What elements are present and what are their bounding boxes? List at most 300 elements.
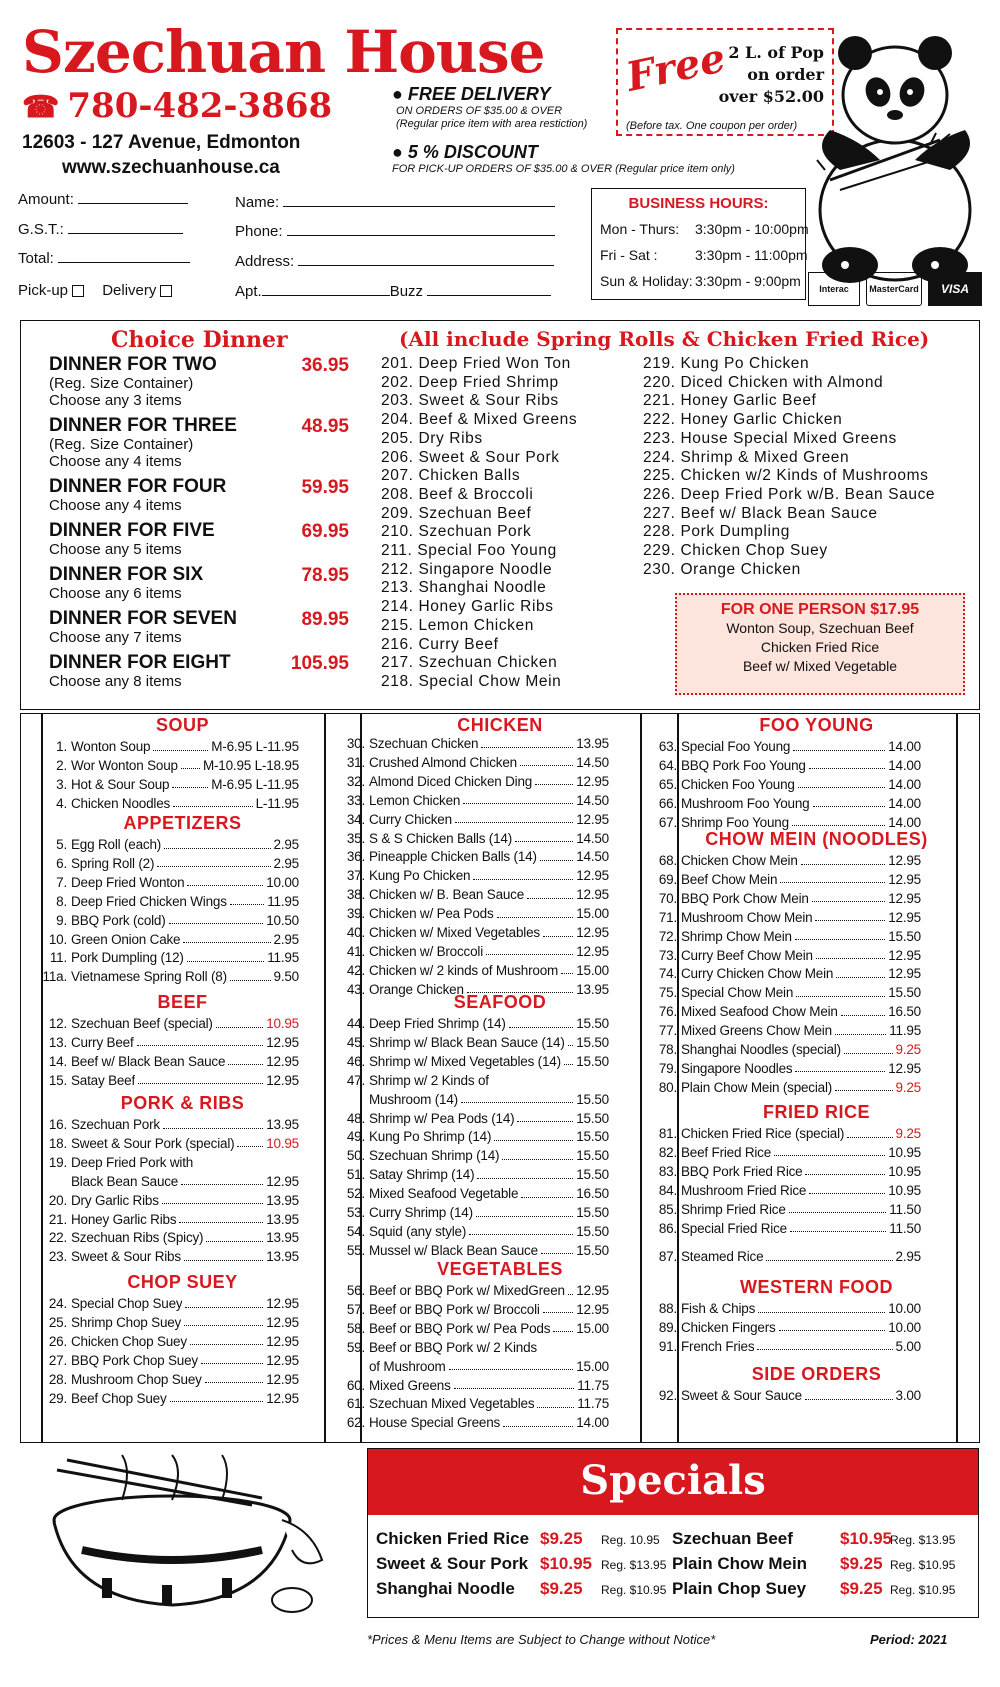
dinner-choice-item[interactable]: 219. Kung Po Chicken bbox=[643, 355, 810, 372]
special-regular-price: Reg. $10.95 bbox=[890, 1583, 956, 1597]
menu-item[interactable] bbox=[651, 758, 921, 773]
dinner-item-list-2 bbox=[643, 355, 935, 579]
apt-buzz-field[interactable] bbox=[235, 282, 551, 300]
item-number: 2. bbox=[56, 757, 67, 773]
amount-label: Amount: bbox=[18, 191, 74, 208]
dot-leader bbox=[844, 1053, 893, 1054]
dot-leader bbox=[757, 1349, 892, 1350]
item-number: 39. bbox=[346, 906, 365, 922]
menu-item[interactable] bbox=[339, 1148, 609, 1163]
dinner-choice-item[interactable]: 223. House Special Mixed Greens bbox=[643, 429, 897, 447]
dot-leader bbox=[540, 860, 573, 861]
item-price: M-6.95 L-11.95 bbox=[211, 776, 299, 792]
item-name: French Fries bbox=[681, 1338, 755, 1354]
menu-item[interactable] bbox=[41, 913, 299, 928]
menu-section bbox=[20, 713, 980, 1443]
menu-item[interactable] bbox=[41, 796, 299, 811]
menu-item[interactable] bbox=[339, 1073, 609, 1088]
item-number: 69. bbox=[658, 871, 677, 887]
menu-item[interactable] bbox=[339, 1340, 609, 1355]
menu-item[interactable] bbox=[339, 963, 609, 978]
item-name: Szechuan Shrimp (14) bbox=[369, 1148, 500, 1164]
dot-leader bbox=[184, 1260, 263, 1261]
pickup-label: Pick-up bbox=[18, 282, 69, 299]
item-number: 22. bbox=[48, 1230, 67, 1246]
menu-item[interactable] bbox=[339, 774, 609, 789]
item-number: 38. bbox=[346, 887, 365, 903]
item-price: 13.95 bbox=[266, 1211, 299, 1227]
menu-item[interactable] bbox=[41, 1372, 299, 1387]
item-name: Special Fried Rice bbox=[681, 1220, 787, 1236]
item-price: 11.50 bbox=[889, 1201, 921, 1217]
dinner-choice-item[interactable]: 206. Sweet & Sour Pork bbox=[381, 448, 560, 466]
website-link[interactable]: www.szechuanhouse.ca bbox=[62, 157, 280, 178]
item-number: 75. bbox=[658, 985, 677, 1001]
menu-item[interactable] bbox=[651, 891, 921, 906]
dot-leader bbox=[153, 750, 208, 751]
item-number: 91. bbox=[658, 1338, 677, 1354]
dinner-choice-item[interactable]: 209. Szechuan Beef bbox=[381, 504, 532, 522]
menu-item[interactable] bbox=[41, 1296, 299, 1311]
item-price: M-6.95 L-11.95 bbox=[211, 739, 299, 754]
total-label: Total: bbox=[18, 250, 54, 267]
dot-leader bbox=[801, 864, 886, 865]
dot-leader bbox=[779, 1330, 886, 1331]
menu-item[interactable] bbox=[41, 875, 299, 890]
dinner-choice-item[interactable]: 217. Szechuan Chicken bbox=[381, 654, 558, 672]
menu-item[interactable] bbox=[651, 1023, 921, 1038]
one-person-special bbox=[675, 593, 965, 695]
special-price: $9.25 bbox=[540, 1579, 583, 1598]
dot-leader bbox=[473, 879, 573, 880]
item-price: L-11.95 bbox=[255, 795, 299, 811]
item-number: 23. bbox=[48, 1249, 67, 1265]
item-number: 50. bbox=[346, 1148, 365, 1164]
item-price: 12.95 bbox=[266, 1034, 299, 1050]
menu-item[interactable] bbox=[41, 932, 299, 947]
menu-item[interactable] bbox=[41, 950, 299, 965]
item-number: 29. bbox=[48, 1390, 67, 1406]
item-name: BBQ Pork (cold) bbox=[71, 912, 166, 928]
menu-item[interactable] bbox=[339, 1243, 609, 1258]
dinner-choice-item[interactable]: 220. Diced Chicken with Almond bbox=[643, 373, 884, 391]
menu-item[interactable] bbox=[41, 856, 299, 871]
dot-leader bbox=[237, 1146, 263, 1147]
menu-item[interactable] bbox=[651, 872, 921, 887]
item-number: 13. bbox=[48, 1034, 67, 1050]
item-price: 11.75 bbox=[577, 1377, 609, 1393]
menu-item[interactable] bbox=[651, 853, 921, 868]
menu-item[interactable] bbox=[651, 1126, 921, 1141]
bullet-icon: ● bbox=[392, 84, 408, 104]
menu-item[interactable] bbox=[651, 739, 921, 754]
item-number: 67. bbox=[658, 814, 677, 830]
gst-label: G.S.T.: bbox=[18, 221, 64, 238]
section-title: PORK & RIBS bbox=[120, 1093, 245, 1113]
menu-item[interactable] bbox=[651, 1145, 921, 1160]
dot-leader bbox=[185, 1307, 263, 1308]
item-number: 71. bbox=[658, 909, 677, 925]
apt-label: Apt. bbox=[235, 283, 262, 300]
dot-leader bbox=[230, 980, 271, 981]
item-name: Honey Garlic Ribs bbox=[71, 1211, 177, 1227]
menu-item[interactable] bbox=[339, 1035, 609, 1050]
item-name: Beef Chop Suey bbox=[71, 1390, 167, 1406]
item-price: 5.00 bbox=[895, 1338, 921, 1354]
item-number: 78. bbox=[658, 1042, 677, 1057]
name-field[interactable] bbox=[235, 193, 555, 211]
mastercard-icon: MasterCard bbox=[866, 272, 922, 306]
item-price: 13.95 bbox=[266, 1230, 299, 1246]
item-name: of Mushroom bbox=[369, 1358, 446, 1374]
special-name: Plain Chow Mein bbox=[672, 1554, 808, 1573]
dinner-option bbox=[49, 355, 349, 409]
menu-item[interactable] bbox=[651, 1080, 921, 1095]
section-title: SOUP bbox=[155, 715, 209, 735]
dinner-choice-item[interactable]: 218. Special Chow Mein bbox=[381, 672, 562, 690]
menu-item[interactable] bbox=[651, 966, 921, 981]
menu-item[interactable] bbox=[651, 1202, 921, 1217]
item-price: 15.50 bbox=[576, 1053, 609, 1069]
dinner-name: DINNER FOR SEVEN bbox=[49, 608, 237, 629]
menu-item[interactable] bbox=[339, 868, 609, 883]
menu-item[interactable] bbox=[339, 849, 609, 864]
menu-item[interactable] bbox=[339, 906, 609, 921]
item-name: S & S Chicken Balls (14) bbox=[369, 830, 513, 846]
menu-item[interactable] bbox=[339, 812, 609, 827]
item-price: 12.95 bbox=[266, 1053, 299, 1069]
menu-item[interactable] bbox=[339, 755, 609, 770]
dinner-sub: (Reg. Size Container) bbox=[49, 436, 194, 453]
free-line1: 2 L. of Pop bbox=[728, 43, 824, 62]
item-number: 77. bbox=[658, 1023, 677, 1039]
item-number: 11a. bbox=[42, 969, 67, 985]
dot-leader bbox=[181, 768, 200, 769]
menu-item[interactable] bbox=[651, 910, 921, 925]
item-name: Chicken Chop Suey bbox=[71, 1333, 187, 1349]
menu-item[interactable] bbox=[339, 831, 609, 846]
dot-leader bbox=[805, 1174, 885, 1175]
telephone-icon: ☎ bbox=[22, 90, 60, 125]
menu-item[interactable] bbox=[651, 1164, 921, 1179]
menu-item[interactable] bbox=[41, 1212, 299, 1227]
item-name: Beef or BBQ Pork w/ Broccoli bbox=[369, 1301, 540, 1317]
menu-item[interactable] bbox=[41, 1353, 299, 1368]
dinner-choice-item[interactable]: 203. Sweet & Sour Ribs bbox=[381, 392, 559, 410]
menu-item[interactable] bbox=[41, 1117, 299, 1132]
menu-item[interactable] bbox=[41, 1054, 299, 1069]
total-field[interactable] bbox=[18, 249, 190, 267]
menu-item[interactable] bbox=[41, 758, 299, 773]
menu-item[interactable] bbox=[41, 739, 299, 754]
item-number: 81. bbox=[658, 1126, 677, 1141]
menu-item[interactable] bbox=[339, 1283, 609, 1298]
dot-leader bbox=[792, 825, 885, 826]
dot-leader bbox=[461, 1102, 573, 1103]
menu-item[interactable] bbox=[41, 1073, 299, 1088]
menu-item[interactable] bbox=[41, 969, 299, 984]
wok-illustration bbox=[22, 1450, 352, 1625]
menu-item[interactable] bbox=[651, 1061, 921, 1076]
menu-item[interactable] bbox=[339, 1396, 609, 1411]
dinner-price: 105.95 bbox=[290, 653, 349, 674]
choice-title: Choice Dinner bbox=[111, 327, 288, 353]
dinner-choice-item[interactable]: 224. Shrimp & Mixed Green bbox=[643, 448, 850, 466]
item-name: Shrimp Fried Rice bbox=[681, 1201, 786, 1217]
dinner-choice-item[interactable]: 228. Pork Dumpling bbox=[643, 523, 790, 541]
menu-item[interactable] bbox=[339, 1186, 609, 1201]
pickup-checkbox[interactable] bbox=[72, 285, 84, 297]
section-title: APPETIZERS bbox=[123, 813, 242, 833]
dinner-choice-item[interactable]: 210. Szechuan Pork bbox=[381, 523, 532, 541]
dinner-choice-item[interactable]: 221. Honey Garlic Beef bbox=[643, 392, 817, 410]
item-price: 12.95 bbox=[888, 909, 921, 925]
item-price: 12.95 bbox=[266, 1371, 299, 1387]
menu-item[interactable] bbox=[41, 1155, 299, 1170]
dinner-sub: Choose any 8 items bbox=[49, 673, 182, 690]
dinner-choice-item[interactable]: 215. Lemon Chicken bbox=[381, 616, 534, 634]
item-price: 15.50 bbox=[576, 1016, 609, 1031]
special-price: $9.25 bbox=[540, 1529, 583, 1548]
dinner-sub: Choose any 7 items bbox=[49, 629, 182, 646]
menu-item[interactable] bbox=[651, 1388, 921, 1403]
menu-item[interactable] bbox=[651, 1301, 921, 1316]
item-name: Mushroom (14) bbox=[369, 1091, 458, 1107]
item-number: 62. bbox=[346, 1415, 365, 1431]
item-number: 31. bbox=[346, 754, 365, 770]
menu-item[interactable] bbox=[339, 1302, 609, 1317]
item-name: Shanghai Noodles (special) bbox=[681, 1042, 841, 1057]
dinner-option bbox=[49, 653, 349, 690]
menu-item[interactable] bbox=[41, 1315, 299, 1330]
dinner-choice-item[interactable]: 213. Shanghai Noodle bbox=[381, 579, 547, 597]
item-name: Shrimp w/ Pea Pods (14) bbox=[369, 1110, 515, 1126]
dot-leader bbox=[521, 1197, 573, 1198]
menu-item[interactable] bbox=[41, 1193, 299, 1208]
menu-item[interactable] bbox=[339, 793, 609, 808]
item-name: Wonton Soup bbox=[71, 739, 151, 754]
dot-leader bbox=[789, 1212, 887, 1213]
dot-leader bbox=[449, 1369, 574, 1370]
menu-item[interactable] bbox=[339, 1111, 609, 1126]
menu-item[interactable] bbox=[41, 1035, 299, 1050]
dinner-choice-item[interactable]: 230. Orange Chicken bbox=[643, 560, 801, 578]
menu-item[interactable] bbox=[339, 1359, 609, 1374]
dinner-choice-item[interactable]: 225. Chicken w/2 Kinds of Mushrooms bbox=[643, 467, 929, 485]
business-hours bbox=[591, 188, 809, 300]
dinner-choice-item[interactable]: 216. Curry Beef bbox=[381, 635, 499, 653]
dinner-choice-item[interactable]: 227. Beef w/ Black Bean Sauce bbox=[643, 504, 878, 522]
menu-item[interactable] bbox=[651, 1004, 921, 1019]
phone-label: Phone: bbox=[235, 223, 283, 240]
dinner-name: DINNER FOR FIVE bbox=[49, 520, 215, 541]
dinner-name: DINNER FOR THREE bbox=[49, 415, 237, 436]
item-price: 2.95 bbox=[273, 837, 299, 852]
menu-item[interactable] bbox=[651, 1320, 921, 1335]
menu-item[interactable] bbox=[339, 1205, 609, 1220]
menu-item[interactable] bbox=[651, 1042, 921, 1057]
menu-item[interactable] bbox=[651, 815, 921, 830]
special-name: Szechuan Beef bbox=[672, 1529, 793, 1548]
menu-item[interactable] bbox=[339, 736, 609, 751]
phone-text: 780-482-3868 bbox=[67, 86, 333, 126]
menu-item[interactable] bbox=[41, 1016, 299, 1031]
period-label: Period: 2021 bbox=[870, 1632, 948, 1647]
item-number: 92. bbox=[658, 1388, 677, 1403]
dinner-choice-item[interactable]: 212. Singapore Noodle bbox=[381, 560, 553, 578]
item-name: Beef or BBQ Pork w/ Pea Pods bbox=[369, 1320, 551, 1336]
phone-field[interactable] bbox=[235, 222, 555, 240]
item-number: 80. bbox=[658, 1079, 677, 1095]
menu-item[interactable] bbox=[41, 837, 299, 852]
address-field[interactable] bbox=[235, 252, 554, 270]
dinner-choice-item[interactable]: 201. Deep Fried Won Ton bbox=[381, 355, 571, 372]
menu-item[interactable] bbox=[41, 1391, 299, 1406]
item-name: Chicken Fried Rice (special) bbox=[681, 1126, 845, 1141]
menu-item[interactable] bbox=[41, 1174, 299, 1189]
dot-leader bbox=[164, 848, 270, 849]
menu-item[interactable] bbox=[339, 1321, 609, 1336]
item-number: 16. bbox=[48, 1117, 67, 1132]
menu-item[interactable] bbox=[41, 777, 299, 792]
free-delivery-sub2: (Regular price item with area restiction) bbox=[396, 118, 588, 130]
menu-item[interactable] bbox=[41, 1334, 299, 1349]
menu-item[interactable] bbox=[651, 985, 921, 1000]
item-name: Szechuan Beef (special) bbox=[71, 1016, 213, 1031]
item-name: Mixed Greens Chow Mein bbox=[681, 1023, 832, 1039]
item-price: 12.95 bbox=[888, 1060, 921, 1076]
item-number: 40. bbox=[346, 925, 365, 940]
item-price: 15.50 bbox=[576, 1205, 609, 1220]
dinner-name: DINNER FOR EIGHT bbox=[49, 652, 231, 673]
one-person-item: Wonton Soup, Szechuan Beef bbox=[726, 620, 914, 636]
dot-leader bbox=[835, 1090, 892, 1091]
item-price: 12.95 bbox=[576, 868, 609, 884]
dot-leader bbox=[780, 882, 885, 883]
menu-item[interactable] bbox=[41, 1249, 299, 1264]
item-number: 41. bbox=[346, 943, 365, 959]
dinner-choice-item[interactable]: 204. Beef & Mixed Greens bbox=[381, 411, 578, 429]
item-price: 15.00 bbox=[576, 906, 609, 922]
menu-item[interactable] bbox=[651, 777, 921, 792]
item-name: Mixed Greens bbox=[369, 1377, 451, 1393]
menu-item[interactable] bbox=[339, 1092, 609, 1107]
menu-item[interactable] bbox=[41, 894, 299, 909]
item-number: 86. bbox=[658, 1220, 677, 1236]
gst-field[interactable] bbox=[18, 220, 183, 238]
one-person-item: Chicken Fried Rice bbox=[760, 639, 880, 655]
item-name: Satay Beef bbox=[71, 1072, 136, 1088]
dot-leader bbox=[537, 1407, 574, 1408]
menu-item[interactable] bbox=[339, 1016, 609, 1031]
menu-item[interactable] bbox=[651, 948, 921, 963]
dot-leader bbox=[187, 961, 265, 962]
item-number: 76. bbox=[658, 1004, 677, 1020]
special-price: $9.25 bbox=[840, 1579, 883, 1598]
menu-item[interactable] bbox=[651, 1221, 921, 1236]
menu-item[interactable] bbox=[651, 1339, 921, 1354]
dot-leader bbox=[835, 1034, 886, 1035]
dot-leader bbox=[463, 803, 573, 804]
dinner-price: 89.95 bbox=[301, 609, 349, 630]
dinner-name: DINNER FOR TWO bbox=[49, 354, 217, 375]
item-name: BBQ Pork Chop Suey bbox=[71, 1352, 198, 1368]
dot-leader bbox=[137, 1045, 264, 1046]
section-title: FOO YOUNG bbox=[759, 715, 874, 735]
item-name: Curry Chicken bbox=[369, 811, 452, 827]
item-number: 36. bbox=[346, 849, 365, 865]
dinner-choice-item[interactable]: 214. Honey Garlic Ribs bbox=[381, 598, 554, 616]
menu-item[interactable] bbox=[651, 929, 921, 944]
hours-days: Mon - Thurs: bbox=[600, 221, 680, 237]
item-number: 32. bbox=[346, 773, 365, 789]
menu-item[interactable] bbox=[339, 1167, 609, 1182]
dinner-choice-item[interactable]: 202. Deep Fried Shrimp bbox=[381, 373, 559, 391]
menu-item[interactable] bbox=[339, 887, 609, 902]
special-name: Shanghai Noodle bbox=[376, 1579, 515, 1598]
item-price: 15.50 bbox=[576, 1223, 609, 1239]
menu-item[interactable] bbox=[651, 1183, 921, 1198]
item-name: Kung Po Chicken bbox=[369, 868, 471, 884]
menu-item[interactable] bbox=[339, 1054, 609, 1069]
item-price: 2.95 bbox=[273, 931, 299, 947]
item-number: 89. bbox=[658, 1319, 677, 1335]
item-number: 5. bbox=[56, 837, 67, 852]
dot-leader bbox=[183, 942, 270, 943]
menu-item[interactable] bbox=[339, 1224, 609, 1239]
item-price: 15.50 bbox=[576, 1091, 609, 1107]
dot-leader bbox=[793, 750, 885, 751]
menu-item[interactable] bbox=[339, 1415, 609, 1430]
item-price: 9.25 bbox=[895, 1042, 921, 1057]
item-name: Mushroom Chow Mein bbox=[681, 909, 813, 925]
item-price: 10.95 bbox=[888, 1163, 921, 1179]
dinner-choice-item[interactable]: 226. Deep Fried Pork w/B. Bean Sauce bbox=[643, 485, 936, 503]
dinner-choice-item[interactable]: 205. Dry Ribs bbox=[381, 429, 483, 447]
menu-item[interactable] bbox=[651, 1249, 921, 1264]
amount-field[interactable] bbox=[18, 190, 188, 208]
dinner-choice-item[interactable]: 229. Chicken Chop Suey bbox=[643, 542, 828, 560]
menu-item[interactable] bbox=[339, 1378, 609, 1393]
delivery-checkbox[interactable] bbox=[160, 285, 172, 297]
dot-leader bbox=[181, 1184, 263, 1185]
item-number: 83. bbox=[658, 1163, 677, 1179]
item-number: 43. bbox=[346, 981, 365, 997]
phone-number[interactable] bbox=[22, 88, 332, 126]
menu-item[interactable] bbox=[41, 1136, 299, 1151]
dinner-choice-item[interactable]: 211. Special Foo Young bbox=[381, 542, 557, 560]
menu-item[interactable] bbox=[41, 1230, 299, 1245]
item-name: Chicken Chow Mein bbox=[681, 853, 798, 868]
dinner-choice-item[interactable]: 208. Beef & Broccoli bbox=[381, 485, 534, 503]
dinner-choice-item[interactable]: 222. Honey Garlic Chicken bbox=[643, 411, 843, 429]
dinner-price: 78.95 bbox=[301, 565, 349, 586]
dot-leader bbox=[836, 977, 885, 978]
dot-leader bbox=[841, 1015, 885, 1016]
menu-item[interactable] bbox=[339, 1129, 609, 1144]
dinner-option bbox=[49, 416, 349, 470]
section-title: WESTERN FOOD bbox=[740, 1277, 893, 1297]
item-number: 65. bbox=[658, 776, 677, 792]
dinner-choice-item[interactable]: 207. Chicken Balls bbox=[381, 467, 521, 485]
dot-leader bbox=[486, 954, 573, 955]
dot-leader bbox=[561, 973, 573, 974]
special-regular-price: Reg. $13.95 bbox=[601, 1558, 667, 1572]
menu-item[interactable] bbox=[339, 925, 609, 940]
item-name: Chicken Foo Young bbox=[681, 776, 795, 792]
menu-item[interactable] bbox=[651, 796, 921, 811]
menu-item[interactable] bbox=[339, 944, 609, 959]
